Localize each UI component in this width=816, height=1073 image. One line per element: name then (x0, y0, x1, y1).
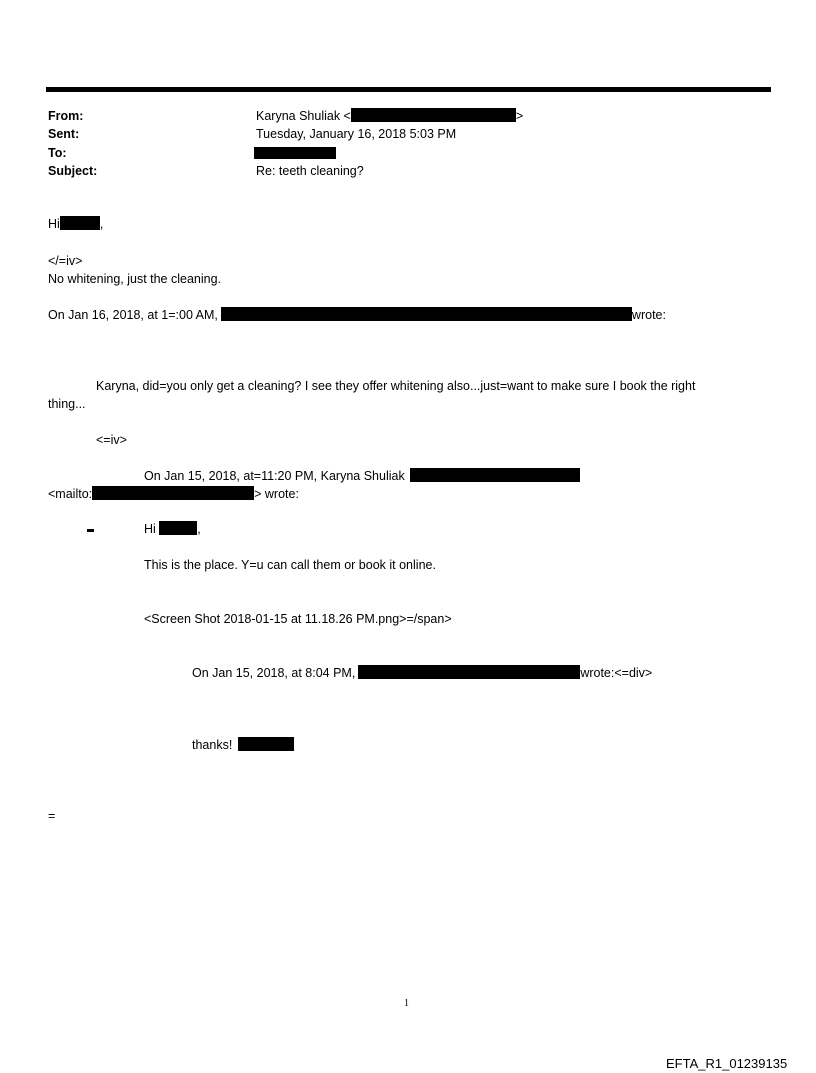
redaction-box (92, 486, 254, 500)
from-name: Karyna Shuliak < (256, 109, 351, 123)
quote1-intro: On Jan 16, 2018, at 1=:00 AM, (48, 308, 218, 322)
redaction-box (159, 521, 197, 535)
quote2-hi-comma: , (197, 522, 201, 536)
page-number: 1 (404, 998, 409, 1009)
div-artifact: </=iv> (48, 254, 83, 268)
from-close: > (515, 109, 524, 123)
attachment-reference: <Screen Shot 2018-01-15 at 11.18.26 PM.png>=/span> (144, 612, 452, 626)
div-artifact-2: <=iv> (96, 433, 127, 447)
greeting-text: Hi (48, 217, 60, 231)
quote2-header (144, 468, 580, 484)
reply-text: No whitening, just the cleaning. (48, 272, 222, 286)
quote1-text-line2: thing... (48, 397, 86, 411)
redaction-box (410, 468, 580, 482)
from-value (256, 108, 523, 124)
quote2-intro: On Jan 15, 2018, at=11:20 PM, Karyna Shuliak (144, 469, 405, 483)
document-id: EFTA_R1_01239135 (666, 1056, 788, 1071)
quote3-header (192, 665, 652, 681)
quote1-text-line1: Karyna, did=you only get a cleaning? I see they offer whitening also...just=want to make sure I book the right (96, 379, 696, 393)
greeting (48, 216, 103, 232)
quote3-wrote: wrote:<=div> (580, 666, 653, 680)
redaction-box (358, 665, 580, 679)
to-redaction-box (254, 147, 336, 159)
redaction-box (60, 216, 100, 230)
redaction-box (351, 108, 516, 122)
redaction-box (238, 737, 294, 751)
quote1-header (48, 307, 666, 323)
trailing-equals: = (48, 809, 56, 823)
quote2-hi: Hi (144, 522, 156, 536)
subject-label: Subject: (48, 164, 98, 178)
quote3-text (192, 737, 294, 753)
quote3-thanks: thanks! (192, 738, 233, 752)
sent-value: Tuesday, January 16, 2018 5:03 PM (256, 127, 457, 141)
quote3-intro: On Jan 15, 2018, at 8:04 PM, (192, 666, 356, 680)
from-label: From: (48, 109, 84, 123)
quote2-wrote: > wrote: (254, 487, 299, 501)
bullet-dash (87, 529, 94, 532)
quote2-mailto: <mailto: (48, 487, 93, 501)
quote2-greeting (144, 521, 201, 537)
redaction-box (221, 307, 632, 321)
quote2-mailto-line (48, 486, 299, 502)
quote2-text: This is the place. Y=u can call them or book it online. (144, 558, 436, 572)
header-rule (46, 87, 771, 92)
to-label: To: (48, 146, 67, 160)
greeting-comma: , (99, 217, 104, 231)
sent-label: Sent: (48, 127, 80, 141)
quote1-wrote: wrote: (631, 308, 666, 322)
subject-value: Re: teeth cleaning? (256, 164, 364, 178)
